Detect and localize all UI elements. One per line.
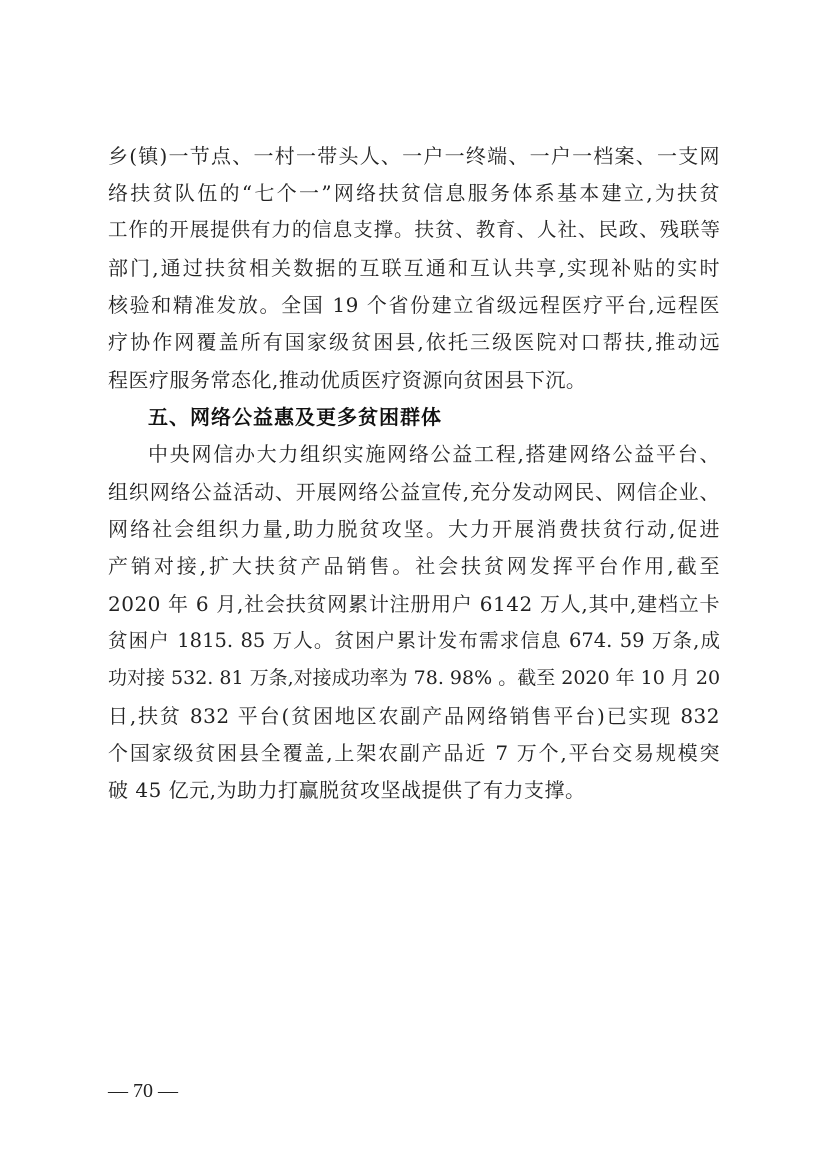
paragraph-2-line-8: 日,扶贫 832 平台(贫困地区农副产品网络销售平台)已实现 832: [108, 704, 720, 728]
paragraph-1-line-4: 部门,通过扶贫相关数据的互联互通和互认共享,实现补贴的实时: [108, 256, 720, 280]
paragraph-2-line-7: 功对接 532. 81 万条,对接成功率为 78. 98% 。截至 2020 年 10 月 20: [108, 667, 721, 689]
paragraph-2-line-1: 中央网信办大力组织实施网络公益工程,搭建网络公益平台、: [148, 442, 720, 466]
paragraph-1-line-5: 核验和精准发放。全国 19 个省份建立省级远程医疗平台,远程医: [108, 293, 720, 317]
paragraph-2-line-9: 个国家级贫困县全覆盖,上架农副产品近 7 万个,平台交易规模突: [108, 741, 720, 765]
paragraph-2-line-5: 2020 年 6 月,社会扶贫网累计注册用户 6142 万人,其中,建档立卡: [108, 592, 720, 616]
paragraph-1-line-3: 工作的开展提供有力的信息支撑。扶贫、教育、人社、民政、残联等: [108, 218, 720, 241]
paragraph-1-line-2: 络扶贫队伍的“七个一”网络扶贫信息服务体系基本建立,为扶贫: [108, 181, 720, 205]
paragraph-2-line-2: 组织网络公益活动、开展网络公益宣传,充分发动网民、网信企业、: [108, 480, 720, 504]
paragraph-1-line-7: 程医疗服务常态化,推动优质医疗资源向贫困县下沉。: [108, 368, 587, 392]
paragraph-2-line-3: 网络社会组织力量,助力脱贫攻坚。大力开展消费扶贫行动,促进: [108, 517, 720, 541]
page-number: — 70 —: [108, 1080, 178, 1102]
paragraph-2-line-10: 破 45 亿元,为助力打赢脱贫攻坚战提供了有力支撑。: [108, 778, 586, 802]
paragraph-2-line-6: 贫困户 1815. 85 万人。贫困户累计发布需求信息 674. 59 万条,成: [108, 629, 720, 652]
section-heading: 五、网络公益惠及更多贫困群体: [148, 405, 442, 429]
paragraph-1-line-1: 乡(镇)一节点、一村一带头人、一户一终端、一户一档案、一支网: [108, 144, 720, 168]
paragraph-2-line-4: 产销对接,扩大扶贫产品销售。社会扶贫网发挥平台作用,截至: [108, 554, 720, 578]
paragraph-1-line-6: 疗协作网覆盖所有国家级贫困县,依托三级医院对口帮扶,推动远: [108, 330, 720, 354]
